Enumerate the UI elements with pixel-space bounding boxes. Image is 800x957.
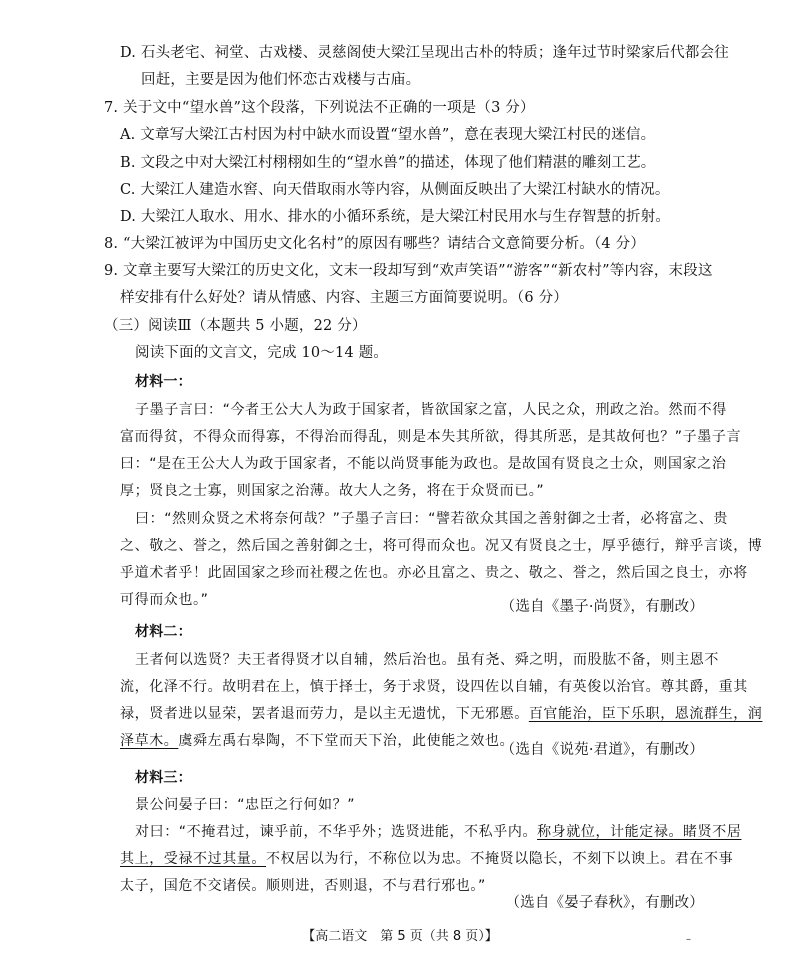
material-3-line (135, 822, 741, 842)
material-3-heading: 材料三： (135, 770, 192, 786)
q7-option-b: B. 文段之中对大梁江村栩栩如生的“望水兽”的描述，体现了他们精湛的雕刻工艺。 (120, 155, 656, 171)
material-1-line: 富而得贫，不得众而得寡，不得治而得乱，则是本失其所欲，得其所恶，是其故何也？”子墨子言 (120, 429, 742, 445)
q6-option-d-line2: 回赶，主要是因为他们怀恋古戏楼与古庙。 (141, 72, 421, 88)
material-2-text: 禄，贤者进以显荣，罢者退而劳力，是以主无遗忧，下无邪慝。 (120, 706, 529, 722)
material-3-text: 对曰：“不掩君过，谏乎前，不华乎外；选贤进能，不私乎内。 (135, 824, 538, 840)
material-1-line: 之、敬之、誉之，然后国之善射御之士，将可得而众也。况又有贤良之士，厚乎德行，辩乎言谈，博 (120, 538, 763, 554)
section-3-heading: （三）阅读Ⅲ（本题共 5 小题，22 分） (104, 318, 367, 334)
material-3-text: 不权居以为行，不称位以为忠。不掩贤以隐长，不刻下以谀上。君在不事 (266, 851, 734, 867)
material-3-source: （选自《晏子春秋》，有删改） (505, 895, 704, 911)
page-footer: 【高二语文 第 5 页（共 8 页）】 (302, 929, 498, 944)
material-1-line: 厚；贤良之士寡，则国家之治薄。故大人之务，将在于众贤而已。” (120, 483, 545, 499)
material-3-line: 太子，国危不交诸侯。顺则进，否则退，不与君行邪也。” (120, 878, 486, 894)
q7-option-a: A. 文章写大梁江古村因为村中缺水而设置“望水兽”，意在表现大梁江村民的迷信。 (120, 127, 656, 143)
material-1-source: （选自《墨子·尚贤》，有删改） (500, 599, 704, 615)
underlined-sentence: 泽草木。 (120, 733, 179, 749)
material-1-line: 子墨子言曰：“今者王公大人为政于国家者，皆欲国家之富，人民之众，刑政之治。然而不得 (135, 402, 727, 418)
material-2-line: 流，化泽不行。故明君在上，慎于择士，务于求贤，设四佐以自辅，有英俊以治官。尊其爵，重其 (120, 679, 748, 695)
material-1-line: 曰：“然则众贤之术将奈何哉？”子墨子言曰：“譬若欲众其国之善射御之士者，必将富之、贵 (135, 511, 728, 527)
question-7-stem: 7. 关于文中“望水兽”这个段落，下列说法不正确的一项是（3 分） (104, 100, 535, 116)
underlined-sentence: 百官能治，臣下乐职，恩流群生，润 (528, 706, 763, 722)
reading-instruction: 阅读下面的文言文，完成 10～14 题。 (135, 345, 389, 361)
material-1-line: 可得而众也。” (120, 592, 209, 608)
q7-option-c: C. 大梁江人建造水窖、向天借取雨水等内容，从侧面反映出了大梁江村缺水的情况。 (120, 182, 670, 198)
underlined-sentence: 其上，受禄不过其量。 (120, 851, 266, 867)
material-1-heading: 材料一： (135, 374, 192, 390)
underlined-sentence: 称身就位，计能定禄。睹贤不居 (537, 824, 742, 840)
material-1-line: 曰：“是在王公大人为政于国家者，不能以尚贤事能为政也。是故国有贤良之士众，则国家之治 (120, 456, 727, 472)
material-2-text: 虞舜左禹右皋陶，不下堂而天下治，此使能之效也。 (178, 733, 515, 749)
material-2-line: 王者何以选贤？夫王者得贤才以自辅，然后治也。虽有尧、舜之明，而股肱不备，则主恩不 (135, 652, 719, 668)
q6-option-d-line1: D. 石头老宅、祠堂、古戏楼、灵慈阁使大梁江呈现出古朴的特质；逢年过节时梁家后代都会往 (120, 45, 729, 61)
material-3-line (120, 849, 733, 869)
material-2-line (120, 731, 514, 751)
material-2-source: （选自《说苑·君道》，有删改） (500, 742, 704, 758)
material-2-heading: 材料二： (135, 624, 192, 640)
material-3-line: 景公问晏子曰：“忠臣之行何如？” (135, 797, 356, 813)
material-1-line: 乎道术者乎！此固国家之珍而社稷之佐也。亦必且富之、贵之、敬之、誉之，然后国之良士，亦将 (120, 565, 748, 581)
q7-option-d: D. 大梁江人取水、用水、排水的小循环系统，是大梁江村民用水与生存智慧的折射。 (120, 209, 671, 225)
material-2-line (120, 704, 762, 724)
question-9-line1: 9. 文章主要写大梁江的历史文化，文末一段却写到“欢声笑语”“游客”“新农村”等内容，末段这 (104, 263, 713, 279)
question-9-line2: 样安排有什么好处？请从情感、内容、主题三方面简要说明。（6 分） (120, 290, 568, 306)
corner-mark: – (686, 934, 691, 945)
question-8: 8. “大梁江被评为中国历史文化名村”的原因有哪些？请结合文意简要分析。（4 分） (104, 236, 646, 252)
